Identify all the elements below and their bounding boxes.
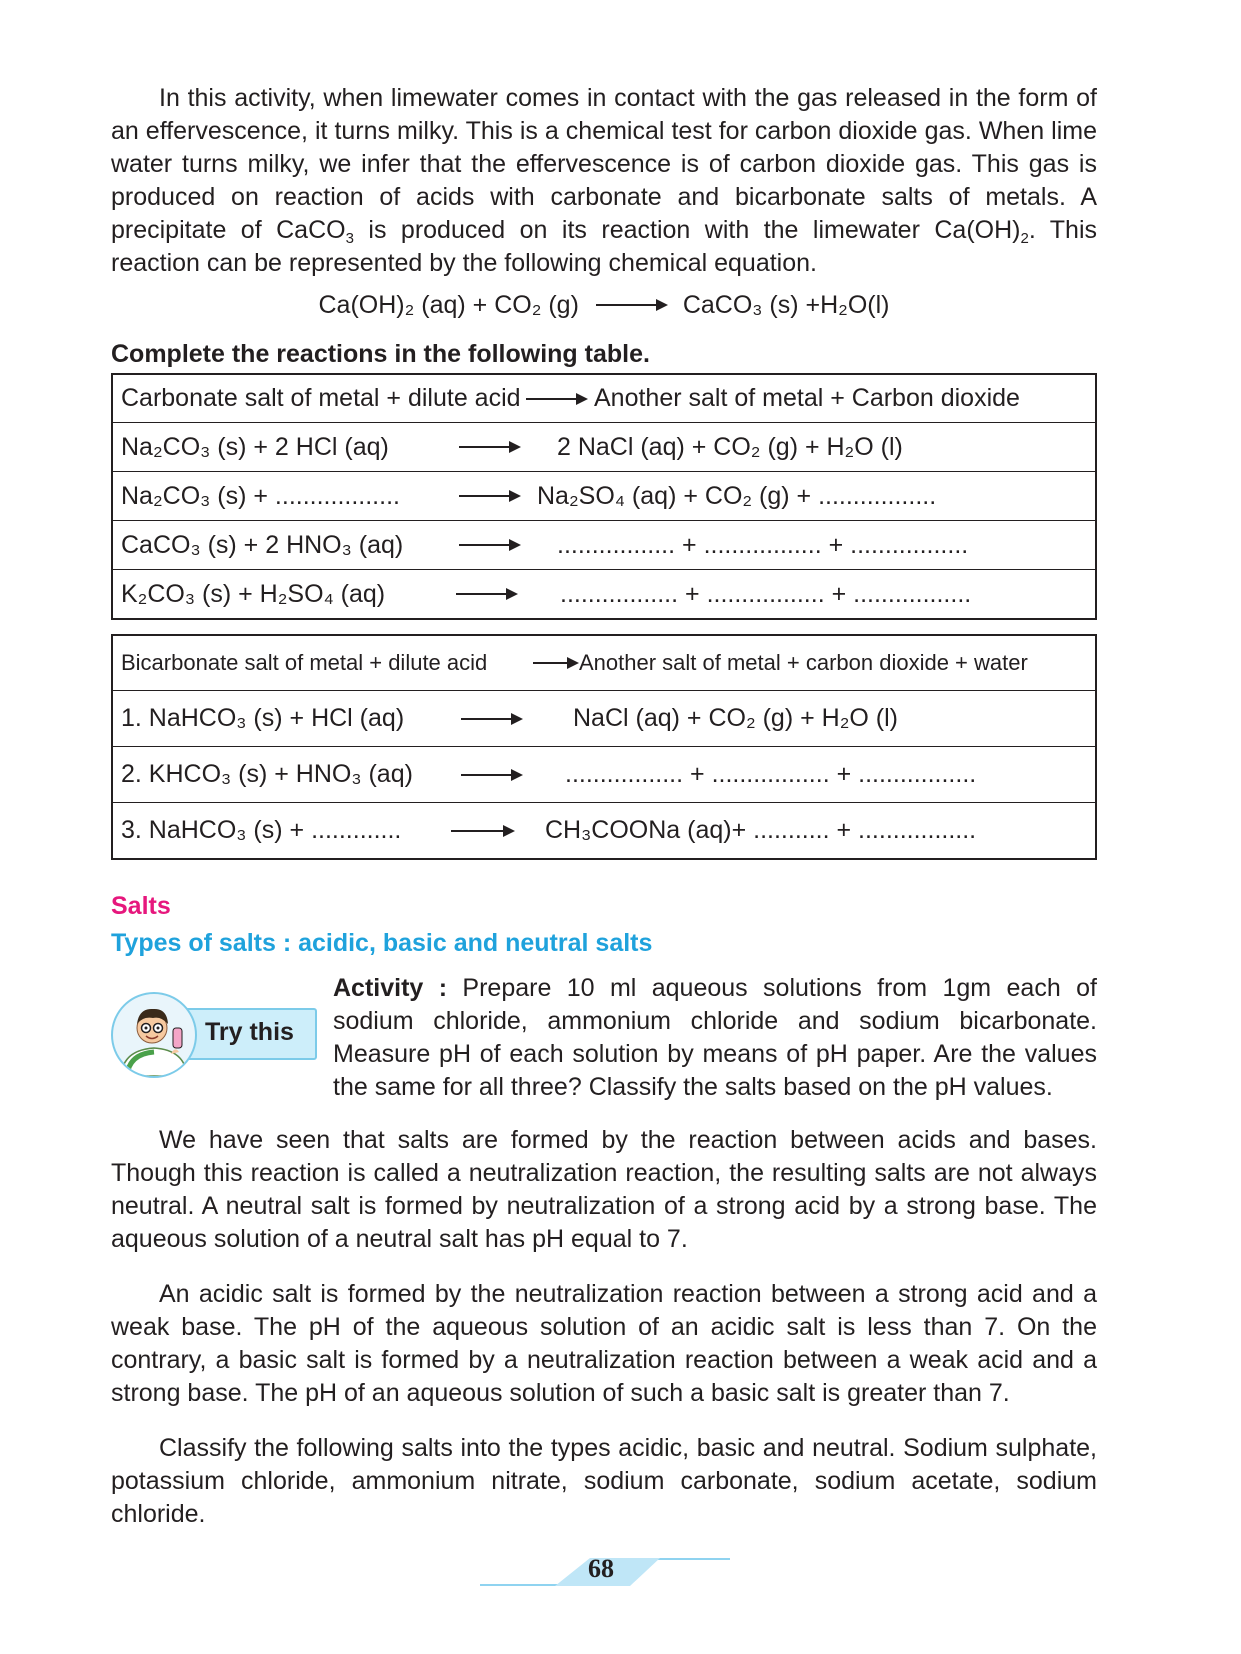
row-left: 1. NaHCO₃ (s) + HCl (aq) bbox=[121, 704, 405, 733]
page-number: 68 bbox=[588, 1554, 614, 1583]
scientist-icon bbox=[111, 992, 197, 1078]
row-left: Na₂CO₃ (s) + 2 HCl (aq) bbox=[121, 432, 389, 461]
reaction-arrow-icon bbox=[596, 304, 666, 306]
header-right: Another salt of metal + carbon dioxide + water bbox=[579, 650, 1028, 676]
activity-label: Activity : bbox=[333, 973, 448, 1002]
arrow-icon bbox=[459, 446, 519, 448]
row-left: Na₂CO₃ (s) + .................. bbox=[121, 481, 400, 510]
row-right: 2 NaCl (aq) + CO₂ (g) + H₂O (l) bbox=[557, 432, 903, 461]
table-row bbox=[112, 803, 1096, 859]
limewater-equation bbox=[111, 288, 1097, 322]
arrow-icon bbox=[456, 593, 516, 595]
table-row bbox=[112, 691, 1096, 747]
arrow-icon bbox=[451, 830, 513, 832]
arrow-icon bbox=[459, 495, 519, 497]
arrow-icon bbox=[461, 774, 521, 776]
try-this-label: Try this bbox=[205, 1017, 294, 1046]
arrow-icon bbox=[533, 662, 577, 664]
row-right: CH₃COONa (aq)+ ........... + ................. bbox=[545, 816, 977, 845]
intro-text-b: is produced on its reaction with the limewater Ca(OH) bbox=[353, 216, 1021, 244]
acidic-salt-paragraph: An acidic salt is formed by the neutralization reaction between a strong acid and a weak base. The pH of the aqueous solution of an acidic salt is less than 7. On the contrary, a basic salt is formed by a neutralization reaction between a weak acid and a strong base. The pH of an aqueous solution of such a basic salt is greater than 7. bbox=[111, 1279, 1097, 1407]
row-right: ................. + ................. + ................. bbox=[557, 530, 969, 559]
table-row bbox=[112, 570, 1096, 619]
row-right: Na₂SO₄ (aq) + CO₂ (g) + ................. bbox=[537, 481, 937, 510]
table-heading: Complete the reactions in the following table. bbox=[111, 339, 650, 368]
row-left: CaCO₃ (s) + 2 HNO₃ (aq) bbox=[121, 530, 404, 559]
table-row bbox=[112, 472, 1096, 521]
equation-products: CaCO₃ (s) +H₂O(l) bbox=[682, 290, 890, 319]
neutral-salt-paragraph: We have seen that salts are formed by the reaction between acids and bases. Though this reaction is called a neutralization reaction, the resulting salts are not always neutral. A neutral salt is formed by neutralization of a strong acid by a strong base. The aqueous solution of a neutral salt has pH equal to 7. bbox=[111, 1125, 1097, 1253]
arrow-icon bbox=[461, 718, 521, 720]
header-left: Bicarbonate salt of metal + dilute acid bbox=[121, 650, 488, 676]
table-header-row bbox=[112, 635, 1096, 691]
row-left: K₂CO₃ (s) + H₂SO₄ (aq) bbox=[121, 579, 386, 608]
table-row bbox=[112, 423, 1096, 472]
activity-body: Prepare 10 ml aqueous solutions from 1gm each of sodium chloride, ammonium chloride and sodium bicarbonate. Measure pH of each solution by means of pH paper. Are the values the same for all three? Classify the salts based on the pH values. bbox=[333, 973, 1097, 1101]
classify-paragraph: Classify the following salts into the types acidic, basic and neutral. Sodium sulphate, potassium chloride, ammonium nitrate, sodium carbonate, sodium acetate, sodium chloride. bbox=[111, 1433, 1097, 1528]
intro-text-a: In this activity, when limewater comes in contact with the gas released in the form of an effervescence, it turns milky. This is a chemical test for carbon dioxide gas. When lime water turns milky, we infer that the effervescence is of carbon dioxide gas. This gas is produced on reaction of acids with carbonate and bicarbonate salts of metals. A precipitate of CaCO bbox=[111, 84, 1097, 244]
intro-sub-3: 3 bbox=[345, 230, 354, 247]
carbonate-reactions-table bbox=[111, 373, 1097, 620]
page-footer bbox=[480, 1548, 730, 1588]
table-row bbox=[112, 521, 1096, 570]
header-left: Carbonate salt of metal + dilute acid bbox=[121, 384, 521, 413]
bicarbonate-reactions-table bbox=[111, 634, 1097, 860]
table-header-row bbox=[112, 374, 1096, 423]
arrow-icon bbox=[459, 544, 519, 546]
activity-block bbox=[111, 972, 1097, 1102]
row-right: NaCl (aq) + CO₂ (g) + H₂O (l) bbox=[573, 704, 899, 733]
equation-reactants: Ca(OH)₂ (aq) + CO₂ (g) bbox=[318, 290, 579, 319]
try-this-badge bbox=[111, 984, 317, 1072]
row-right: ................. + ................. + ................. bbox=[560, 579, 972, 608]
row-right: ................. + ................. + ................. bbox=[565, 760, 977, 789]
row-left: 3. NaHCO₃ (s) + ............. bbox=[121, 816, 402, 845]
table-row bbox=[112, 747, 1096, 803]
intro-paragraph bbox=[111, 82, 1097, 280]
subsection-title: Types of salts : acidic, basic and neutral salts bbox=[111, 928, 653, 957]
row-left: 2. KHCO₃ (s) + HNO₃ (aq) bbox=[121, 760, 413, 789]
activity-text bbox=[333, 972, 1097, 1104]
section-title: Salts bbox=[111, 891, 171, 920]
intro-text-c: . This reaction can be represented by the following chemical equation. bbox=[111, 216, 1098, 277]
intro-sub-2: 2 bbox=[1020, 230, 1029, 247]
page-content bbox=[111, 82, 1097, 1531]
header-right: Another salt of metal + Carbon dioxide bbox=[594, 384, 1020, 413]
arrow-icon bbox=[526, 398, 586, 400]
